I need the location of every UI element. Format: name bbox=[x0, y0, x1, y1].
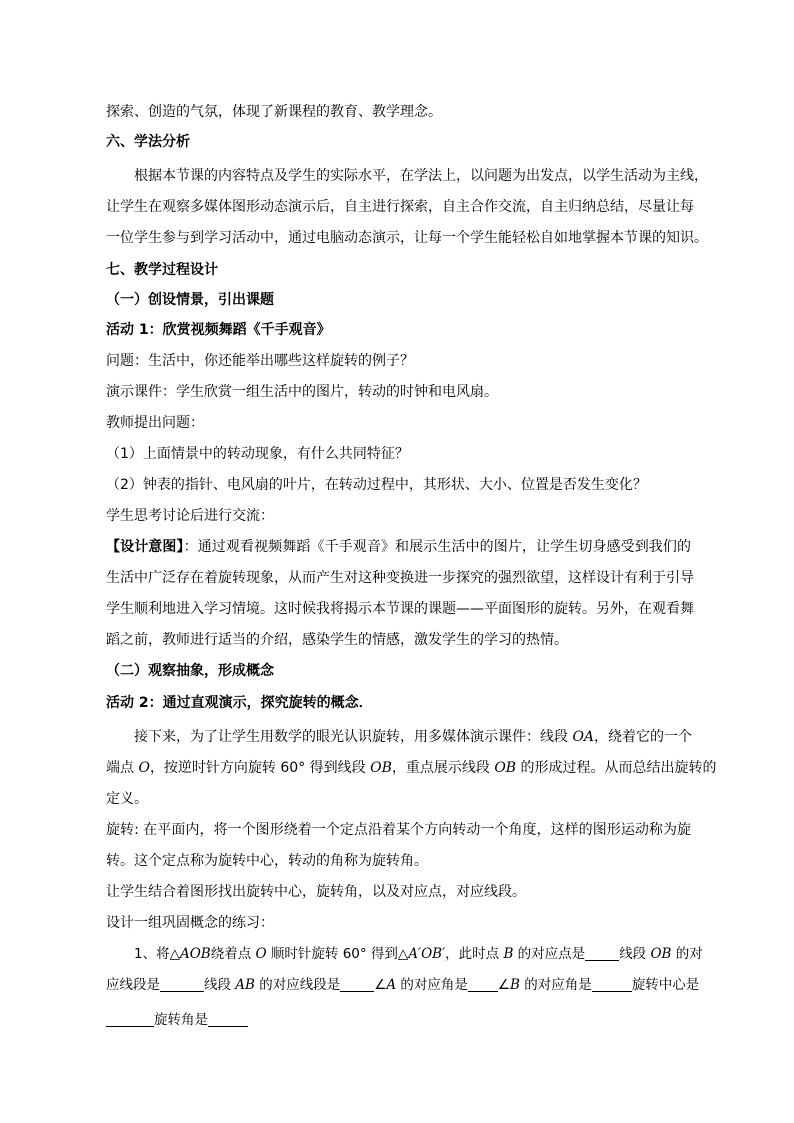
math-symbol: O bbox=[255, 946, 267, 962]
paragraph-line bbox=[106, 758, 717, 778]
list-item: （1）上面情景中的转动现象，有什么共同特征？ bbox=[106, 446, 409, 462]
paragraph-line: 学生思考讨论后进行交流： bbox=[106, 508, 274, 524]
list-item: （2）钟表的指针、电风扇的叶片，在转动过程中，其形状、大小、位置是否发生变化？ bbox=[106, 477, 647, 493]
text: 线段 bbox=[204, 977, 236, 993]
math-symbol: A bbox=[386, 977, 397, 993]
definition-line: 转。这个定点称为旋转中心，转动的角称为旋转角。 bbox=[106, 853, 428, 869]
text: ∠ bbox=[374, 977, 387, 993]
answer-blank bbox=[106, 1012, 154, 1027]
section-heading: 七、教学过程设计 bbox=[106, 262, 218, 278]
text: 的对 bbox=[671, 946, 703, 962]
paragraph-line: 定义。 bbox=[106, 791, 148, 807]
math-symbol: OB bbox=[494, 760, 517, 776]
exercise-line bbox=[134, 944, 703, 964]
paragraph-line: 生活中广泛存在着旋转现象，从而产生对这种变换进一步探究的强烈欲望，这样设计有利于引导 bbox=[106, 570, 694, 586]
text: ，绕着它的一个 bbox=[594, 729, 693, 745]
text: 顺时针旋转 60° 得到△ bbox=[266, 946, 409, 962]
paragraph-line: 探索、创造的气氛，体现了新课程的教育、教学理念。 bbox=[106, 104, 442, 120]
paragraph-line bbox=[134, 727, 691, 747]
answer-blank bbox=[585, 946, 619, 961]
paragraph-line: 设计一组巩固概念的练习： bbox=[106, 915, 274, 931]
math-symbol: B bbox=[503, 946, 514, 962]
text: ∠ bbox=[497, 977, 511, 993]
exercise-line bbox=[106, 975, 700, 995]
design-intent-line bbox=[106, 537, 691, 557]
answer-blank bbox=[208, 1012, 248, 1027]
subsection-heading: （二）观察抽象，形成概念 bbox=[106, 663, 274, 679]
text: 接下来，为了让学生用数学的眼光认识旋转，用多媒体演示课件：线段 bbox=[134, 729, 573, 745]
math-symbol: OB bbox=[370, 760, 392, 776]
text: 绕着点 bbox=[210, 946, 256, 962]
section-heading: 六、学法分析 bbox=[106, 134, 190, 150]
paragraph-line: 演示课件：学生欣赏一组生活中的图片，转动的时钟和电风扇。 bbox=[106, 384, 498, 400]
text: 端点 bbox=[106, 760, 139, 776]
definition-line: 旋转: 在平面内，将一个图形绕着一个定点沿着某个方向转动一个角度，这样的图形运动称为旋 bbox=[106, 822, 691, 838]
activity-heading: 活动 2：通过直观演示，探究旋转的概念． bbox=[106, 695, 373, 711]
exercise-line bbox=[106, 1010, 691, 1030]
activity-heading: 活动 1：欣赏视频舞蹈《千手观音》 bbox=[106, 322, 331, 338]
paragraph-line: 教师提出问题： bbox=[106, 415, 204, 431]
paragraph-line: 根据本节课的内容特点及学生的实际水平，在学法上，以问题为出发点，以学生活动为主线， bbox=[134, 168, 708, 184]
answer-blank bbox=[592, 977, 632, 992]
text: ，按逆时针方向旋转 60° 得到线段 bbox=[149, 760, 371, 776]
text: 的对应角是 bbox=[396, 977, 468, 993]
paragraph-line: 学生顺利地进入学习情境。这时候我将揭示本节课的课题——平面图形的旋转。另外，在观看舞 bbox=[106, 601, 694, 617]
text: 1、将△ bbox=[134, 946, 180, 962]
math-symbol: B bbox=[510, 977, 520, 993]
text: 线段 bbox=[619, 946, 651, 962]
text: 应线段是 bbox=[106, 977, 160, 993]
text: 的对应角是 bbox=[519, 977, 592, 993]
design-intent-label: 【设计意图】 bbox=[106, 539, 184, 555]
paragraph-text: ：通过观看视频舞蹈《千手观音》和展示生活中的图片，让学生切身感受到我们的 bbox=[183, 539, 692, 555]
math-symbol: AB bbox=[235, 977, 255, 993]
text: 的对应点是 bbox=[513, 946, 586, 962]
text: ，此时点 bbox=[445, 946, 504, 962]
math-symbol: A′OB′ bbox=[408, 946, 446, 962]
subsection-heading: （一）创设情景，引出课题 bbox=[106, 292, 274, 308]
answer-blank bbox=[468, 977, 498, 992]
math-symbol: O bbox=[138, 760, 150, 776]
text: 旋转角是 bbox=[154, 1012, 208, 1028]
math-symbol: OB bbox=[650, 946, 672, 962]
math-symbol: OA bbox=[572, 729, 595, 745]
text: 的形成过程。从而总结出旋转的 bbox=[516, 760, 717, 776]
answer-blank bbox=[340, 977, 374, 992]
paragraph-line: 让学生在观察多媒体图形动态演示后，自主进行探索，自主合作交流，自主归纳总结，尽量让每 bbox=[106, 199, 694, 215]
answer-blank bbox=[160, 977, 204, 992]
paragraph-line: 问题：生活中，你还能举出哪些这样旋转的例子？ bbox=[106, 353, 414, 369]
math-symbol: AOB bbox=[179, 946, 211, 962]
paragraph-line: 一位学生参与到学习活动中，通过电脑动态演示，让每一个学生能轻松自如地掌握本节课的知识。 bbox=[106, 230, 708, 246]
text: 旋转中心是 bbox=[631, 977, 700, 993]
text: ，重点展示线段 bbox=[391, 760, 495, 776]
text: 的对应线段是 bbox=[254, 977, 341, 993]
paragraph-line: 蹈之前，教师进行适当的介绍，感染学生的情感，激发学生的学习的热情。 bbox=[106, 632, 568, 648]
paragraph-line: 让学生结合着图形找出旋转中心，旋转角，以及对应点，对应线段。 bbox=[106, 884, 526, 900]
